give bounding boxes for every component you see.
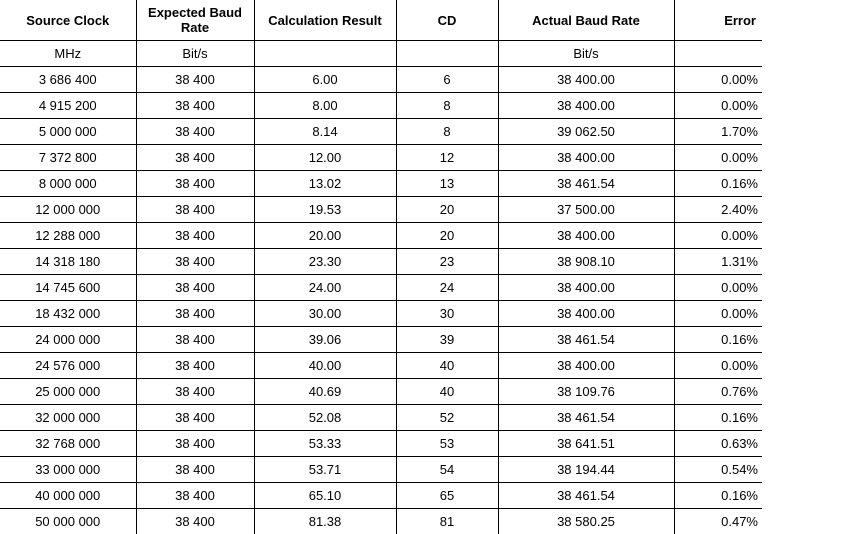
- cell-actual-baud-rate: 38 400.00: [498, 67, 674, 93]
- table-row: [0, 67, 762, 93]
- header-expected-baud-rate: Expected Baud Rate: [136, 0, 254, 41]
- cell-calculation-result: 23.30: [254, 249, 396, 275]
- cell-calculation-result: 6.00: [254, 67, 396, 93]
- cell-error: 0.00%: [674, 301, 762, 327]
- cell-calculation-result: 53.71: [254, 457, 396, 483]
- cell-error: 0.16%: [674, 405, 762, 431]
- cell-cd: 20: [396, 197, 498, 223]
- cell-source-clock: 12 288 000: [0, 223, 136, 249]
- cell-cd: 13: [396, 171, 498, 197]
- cell-source-clock: 33 000 000: [0, 457, 136, 483]
- cell-calculation-result: 19.53: [254, 197, 396, 223]
- cell-source-clock: 7 372 800: [0, 145, 136, 171]
- table-row: [0, 171, 762, 197]
- cell-cd: 20: [396, 223, 498, 249]
- header-calculation-result: Calculation Result: [254, 0, 396, 41]
- cell-source-clock: 40 000 000: [0, 483, 136, 509]
- cell-error: 1.31%: [674, 249, 762, 275]
- cell-actual-baud-rate: 38 400.00: [498, 145, 674, 171]
- table-row: [0, 119, 762, 145]
- cell-error: 0.54%: [674, 457, 762, 483]
- header-error: Error: [674, 0, 762, 41]
- cell-expected-baud-rate: 38 400: [136, 197, 254, 223]
- cell-expected-baud-rate: 38 400: [136, 67, 254, 93]
- cell-source-clock: 25 000 000: [0, 379, 136, 405]
- cell-actual-baud-rate: 38 400.00: [498, 301, 674, 327]
- cell-calculation-result: 53.33: [254, 431, 396, 457]
- unit-error: [674, 41, 762, 67]
- cell-actual-baud-rate: 37 500.00: [498, 197, 674, 223]
- cell-source-clock: 4 915 200: [0, 93, 136, 119]
- cell-expected-baud-rate: 38 400: [136, 353, 254, 379]
- cell-calculation-result: 12.00: [254, 145, 396, 171]
- cell-calculation-result: 30.00: [254, 301, 396, 327]
- cell-expected-baud-rate: 38 400: [136, 301, 254, 327]
- cell-cd: 24: [396, 275, 498, 301]
- header-cd: CD: [396, 0, 498, 41]
- cell-cd: 54: [396, 457, 498, 483]
- cell-calculation-result: 40.69: [254, 379, 396, 405]
- unit-expected-baud-rate: Bit/s: [136, 41, 254, 67]
- table-body: [0, 67, 762, 534]
- cell-error: 1.70%: [674, 119, 762, 145]
- cell-actual-baud-rate: 38 400.00: [498, 353, 674, 379]
- table-row: [0, 301, 762, 327]
- cell-cd: 8: [396, 93, 498, 119]
- cell-expected-baud-rate: 38 400: [136, 405, 254, 431]
- table-row: [0, 197, 762, 223]
- cell-error: 0.00%: [674, 67, 762, 93]
- table-row: [0, 509, 762, 534]
- cell-expected-baud-rate: 38 400: [136, 509, 254, 534]
- cell-expected-baud-rate: 38 400: [136, 275, 254, 301]
- cell-source-clock: 24 000 000: [0, 327, 136, 353]
- cell-calculation-result: 40.00: [254, 353, 396, 379]
- cell-expected-baud-rate: 38 400: [136, 93, 254, 119]
- cell-calculation-result: 52.08: [254, 405, 396, 431]
- cell-source-clock: 32 000 000: [0, 405, 136, 431]
- table-row: [0, 379, 762, 405]
- table-row: [0, 93, 762, 119]
- cell-cd: 6: [396, 67, 498, 93]
- cell-cd: 30: [396, 301, 498, 327]
- cell-error: 0.16%: [674, 327, 762, 353]
- cell-source-clock: 3 686 400: [0, 67, 136, 93]
- cell-cd: 81: [396, 509, 498, 534]
- cell-error: 0.00%: [674, 275, 762, 301]
- cell-error: 0.16%: [674, 483, 762, 509]
- cell-actual-baud-rate: 38 194.44: [498, 457, 674, 483]
- cell-expected-baud-rate: 38 400: [136, 249, 254, 275]
- cell-error: 2.40%: [674, 197, 762, 223]
- units-row: [0, 41, 762, 67]
- cell-actual-baud-rate: 38 461.54: [498, 483, 674, 509]
- cell-actual-baud-rate: 39 062.50: [498, 119, 674, 145]
- cell-calculation-result: 39.06: [254, 327, 396, 353]
- cell-expected-baud-rate: 38 400: [136, 223, 254, 249]
- cell-actual-baud-rate: 38 400.00: [498, 93, 674, 119]
- unit-actual-baud-rate: Bit/s: [498, 41, 674, 67]
- table-row: [0, 327, 762, 353]
- cell-calculation-result: 81.38: [254, 509, 396, 534]
- cell-cd: 53: [396, 431, 498, 457]
- cell-expected-baud-rate: 38 400: [136, 171, 254, 197]
- cell-cd: 39: [396, 327, 498, 353]
- table-row: [0, 145, 762, 171]
- header-actual-baud-rate: Actual Baud Rate: [498, 0, 674, 41]
- cell-actual-baud-rate: 38 109.76: [498, 379, 674, 405]
- cell-cd: 23: [396, 249, 498, 275]
- table-row: [0, 353, 762, 379]
- cell-error: 0.47%: [674, 509, 762, 534]
- header-source-clock: Source Clock: [0, 0, 136, 41]
- cell-source-clock: 14 318 180: [0, 249, 136, 275]
- cell-actual-baud-rate: 38 400.00: [498, 223, 674, 249]
- cell-cd: 40: [396, 353, 498, 379]
- cell-source-clock: 12 000 000: [0, 197, 136, 223]
- table-row: [0, 431, 762, 457]
- cell-actual-baud-rate: 38 461.54: [498, 171, 674, 197]
- cell-source-clock: 5 000 000: [0, 119, 136, 145]
- cell-cd: 8: [396, 119, 498, 145]
- cell-error: 0.00%: [674, 353, 762, 379]
- table-row: [0, 249, 762, 275]
- table-row: [0, 223, 762, 249]
- cell-actual-baud-rate: 38 580.25: [498, 509, 674, 534]
- cell-source-clock: 50 000 000: [0, 509, 136, 534]
- table-row: [0, 457, 762, 483]
- cell-calculation-result: 8.00: [254, 93, 396, 119]
- cell-source-clock: 32 768 000: [0, 431, 136, 457]
- cell-error: 0.76%: [674, 379, 762, 405]
- cell-cd: 12: [396, 145, 498, 171]
- cell-cd: 52: [396, 405, 498, 431]
- table-row: [0, 275, 762, 301]
- cell-source-clock: 24 576 000: [0, 353, 136, 379]
- cell-actual-baud-rate: 38 908.10: [498, 249, 674, 275]
- cell-expected-baud-rate: 38 400: [136, 327, 254, 353]
- cell-calculation-result: 13.02: [254, 171, 396, 197]
- cell-actual-baud-rate: 38 641.51: [498, 431, 674, 457]
- cell-calculation-result: 65.10: [254, 483, 396, 509]
- cell-source-clock: 18 432 000: [0, 301, 136, 327]
- cell-source-clock: 14 745 600: [0, 275, 136, 301]
- unit-calculation-result: [254, 41, 396, 67]
- cell-source-clock: 8 000 000: [0, 171, 136, 197]
- cell-expected-baud-rate: 38 400: [136, 457, 254, 483]
- unit-source-clock: MHz: [0, 41, 136, 67]
- cell-expected-baud-rate: 38 400: [136, 483, 254, 509]
- table-row: [0, 405, 762, 431]
- cell-calculation-result: 8.14: [254, 119, 396, 145]
- cell-error: 0.63%: [674, 431, 762, 457]
- cell-expected-baud-rate: 38 400: [136, 119, 254, 145]
- cell-cd: 40: [396, 379, 498, 405]
- cell-expected-baud-rate: 38 400: [136, 431, 254, 457]
- cell-error: 0.00%: [674, 93, 762, 119]
- header-row: [0, 0, 762, 41]
- table-row: [0, 483, 762, 509]
- cell-error: 0.00%: [674, 145, 762, 171]
- cell-error: 0.16%: [674, 171, 762, 197]
- cell-error: 0.00%: [674, 223, 762, 249]
- cell-expected-baud-rate: 38 400: [136, 379, 254, 405]
- cell-actual-baud-rate: 38 461.54: [498, 405, 674, 431]
- cell-cd: 65: [396, 483, 498, 509]
- unit-cd: [396, 41, 498, 67]
- cell-actual-baud-rate: 38 461.54: [498, 327, 674, 353]
- cell-calculation-result: 20.00: [254, 223, 396, 249]
- cell-calculation-result: 24.00: [254, 275, 396, 301]
- cell-expected-baud-rate: 38 400: [136, 145, 254, 171]
- cell-actual-baud-rate: 38 400.00: [498, 275, 674, 301]
